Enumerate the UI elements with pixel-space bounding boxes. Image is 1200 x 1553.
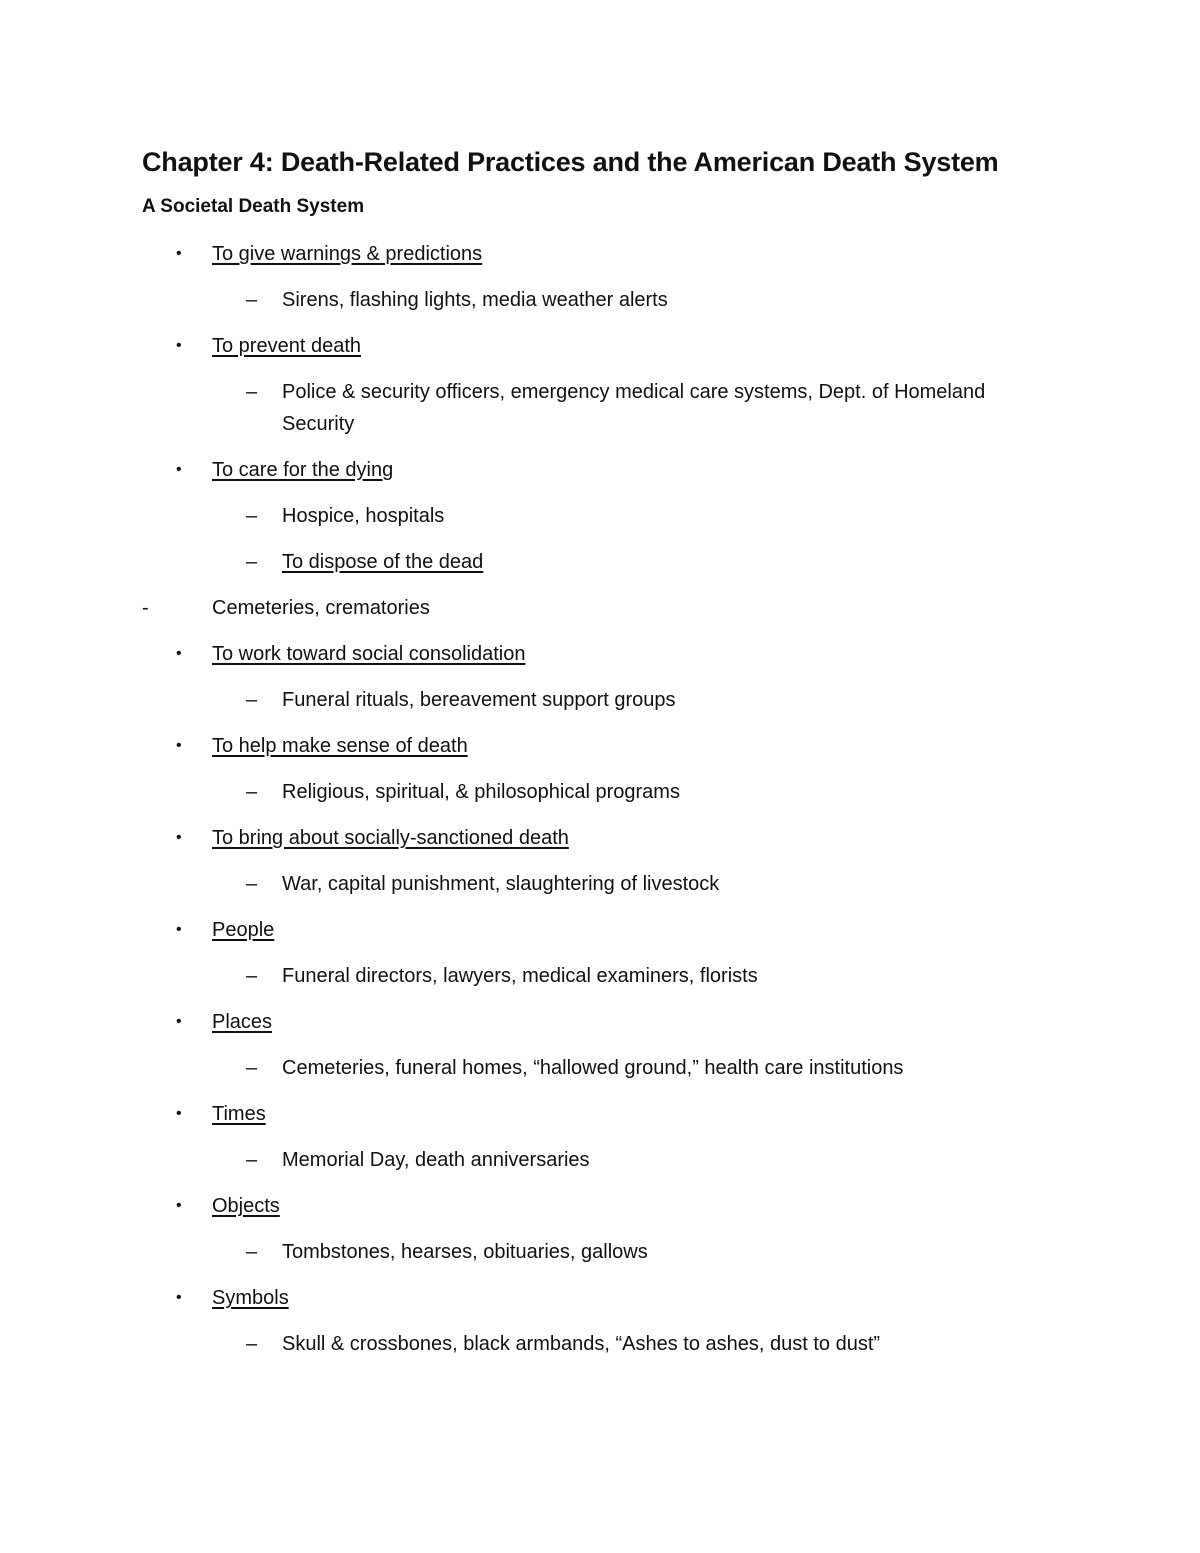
- outline-subitem: [142, 546, 1062, 578]
- outline-item-text: Times: [212, 1103, 266, 1125]
- bullet-marker: •: [176, 1197, 182, 1214]
- outline-item-text: To help make sense of death: [212, 735, 468, 757]
- bullet-marker: •: [176, 829, 182, 846]
- outline-subitem: [142, 1144, 1062, 1176]
- dash-marker: –: [246, 505, 258, 527]
- outline-item-text: Tombstones, hearses, obituaries, gallows: [282, 1241, 648, 1263]
- outline-subitem: [142, 1328, 1062, 1360]
- document-body: [142, 140, 1062, 1360]
- outline-subitem: [142, 868, 1062, 900]
- bullet-marker: •: [176, 1289, 182, 1306]
- section-heading: A Societal Death System: [142, 196, 365, 217]
- outline-subitem: [142, 1236, 1062, 1268]
- dash-marker: –: [246, 381, 258, 403]
- outline-item-text: To care for the dying: [212, 459, 394, 481]
- outline-item-text: Funeral directors, lawyers, medical examiners, florists: [282, 965, 758, 987]
- outline-subitem: [142, 500, 1062, 532]
- dash-marker: –: [246, 1333, 258, 1355]
- outline-bullet-item: [142, 914, 1062, 946]
- dash-marker: -: [142, 597, 149, 619]
- bullet-marker: •: [176, 645, 182, 662]
- bullet-marker: •: [176, 921, 182, 938]
- outline-item-text: People: [212, 919, 275, 941]
- dash-marker: –: [246, 551, 258, 573]
- outline-item-text: Funeral rituals, bereavement support groups: [282, 689, 676, 711]
- outline-item-text: Symbols: [212, 1287, 289, 1309]
- outline-subitem: [142, 1052, 1062, 1084]
- dash-marker: –: [246, 289, 258, 311]
- outline-item-text: Police & security officers, emergency medical care systems, Dept. of Homeland Security: [282, 381, 986, 435]
- outline-item-text: Skull & crossbones, black armbands, “Ashes to ashes, dust to dust”: [282, 1333, 881, 1355]
- outline-bullet-item: [142, 330, 1062, 362]
- outline-item-text: Memorial Day, death anniversaries: [282, 1149, 590, 1171]
- outline-item-text: Objects: [212, 1195, 280, 1217]
- outline-list: [142, 238, 1062, 1360]
- dash-marker: –: [246, 1241, 258, 1263]
- dash-marker: –: [246, 1057, 258, 1079]
- dash-marker: –: [246, 781, 258, 803]
- outline-bullet-item: [142, 238, 1062, 270]
- outline-subitem: [142, 776, 1062, 808]
- bullet-marker: •: [176, 1105, 182, 1122]
- outline-item-text: Hospice, hospitals: [282, 505, 445, 527]
- dash-marker: –: [246, 965, 258, 987]
- outline-bullet-item: [142, 730, 1062, 762]
- outline-item-text: To prevent death: [212, 335, 361, 357]
- bullet-marker: •: [176, 1013, 182, 1030]
- outline-bullet-item: [142, 1098, 1062, 1130]
- outline-item-text: To bring about socially-sanctioned death: [212, 827, 569, 849]
- outline-item-text: Cemeteries, funeral homes, “hallowed ground,” health care institutions: [282, 1057, 904, 1079]
- outline-item-text: Places: [212, 1011, 273, 1033]
- outline-item-text: Cemeteries, crematories: [212, 597, 430, 619]
- dash-marker: –: [246, 1149, 258, 1171]
- outline-subitem: [142, 284, 1062, 316]
- outline-bullet-item: [142, 1006, 1062, 1038]
- outline-subitem: [142, 684, 1062, 716]
- bullet-marker: •: [176, 737, 182, 754]
- outline-item-text: To give warnings & predictions: [212, 243, 483, 265]
- outline-item-text: To work toward social consolidation: [212, 643, 526, 665]
- outline-bullet-item: [142, 638, 1062, 670]
- outline-item-text: Religious, spiritual, & philosophical programs: [282, 781, 680, 803]
- outline-bullet-item: [142, 454, 1062, 486]
- outline-subitem: [142, 376, 1062, 440]
- bullet-marker: •: [176, 337, 182, 354]
- bullet-marker: •: [176, 461, 182, 478]
- outline-item-text: Sirens, flashing lights, media weather alerts: [282, 289, 668, 311]
- outline-item-text: War, capital punishment, slaughtering of livestock: [282, 873, 720, 895]
- outline-dash-item: [142, 592, 1062, 624]
- outline-bullet-item: [142, 1190, 1062, 1222]
- page-title: Chapter 4: Death-Related Practices and the American Death System: [142, 147, 999, 177]
- outline-subitem: [142, 960, 1062, 992]
- outline-bullet-item: [142, 822, 1062, 854]
- dash-marker: –: [246, 689, 258, 711]
- bullet-marker: •: [176, 245, 182, 262]
- outline-bullet-item: [142, 1282, 1062, 1314]
- dash-marker: –: [246, 873, 258, 895]
- outline-item-text: To dispose of the dead: [282, 551, 484, 573]
